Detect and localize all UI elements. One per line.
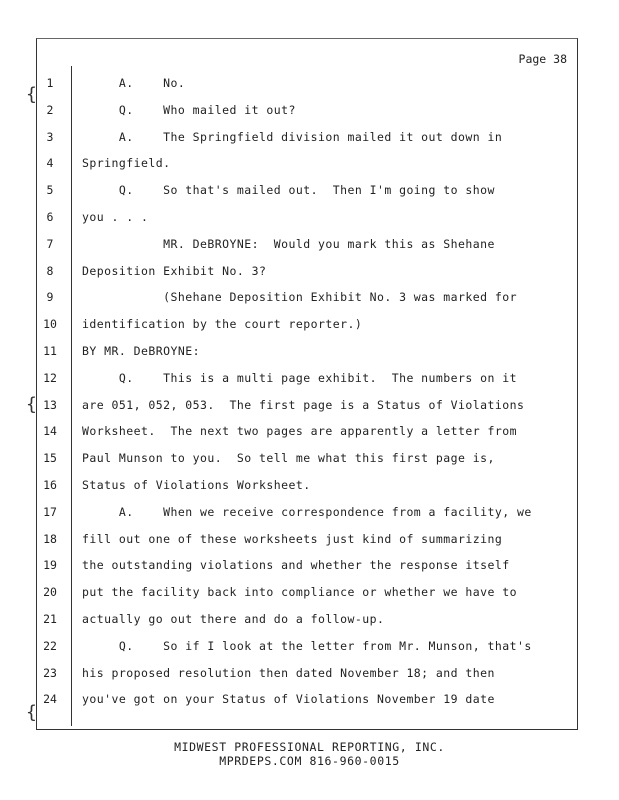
line-number: 5 [46,183,54,198]
transcript-line: Q. Who mailed it out? [82,102,296,117]
line-number: 15 [43,451,57,466]
binding-mark-bottom: { [26,702,37,723]
transcript-line: are 051, 052, 053. The first page is a Status of Violations [82,397,525,412]
transcript-line: Q. This is a multi page exhibit. The numbers on it [82,370,518,385]
line-number: 1 [46,76,54,90]
transcript-line: identification by the court reporter.) [82,317,363,332]
line-number: 11 [43,344,57,358]
line-number: 24 [43,692,57,707]
transcript-line: MR. DeBROYNE: Would you mark this as Shehane [82,236,495,251]
transcript-line: (Shehane Deposition Exhibit No. 3 was marked for [82,290,518,305]
line-number: 12 [43,370,57,385]
binding-mark-top: { [26,84,37,105]
transcript-line: actually go out there and do a follow-up. [82,612,385,626]
transcript-line: you . . . [82,210,149,224]
line-number: 16 [43,478,57,492]
transcript-line: Paul Munson to you. So tell me what this first page is, [82,451,495,466]
line-number: 22 [43,638,57,653]
transcript-line: BY MR. DeBROYNE: [82,344,200,358]
line-number: 23 [43,665,57,680]
line-number: 7 [46,236,54,251]
transcript-line: Q. So if I look at the letter from Mr. Munson, that's [82,638,532,653]
transcript-line: the outstanding violations and whether the response itself [82,558,510,573]
page-number: Page 38 [518,52,567,66]
line-number: 2 [46,102,54,117]
line-number: 9 [46,290,54,305]
transcript-line: A. When we receive correspondence from a facility, we [82,504,532,519]
line-number: 8 [46,263,54,278]
transcript-line: his proposed resolution then dated November 18; and then [82,665,495,680]
transcript-line: you've got on your Status of Violations November 19 date [82,692,495,707]
transcript-line: Worksheet. The next two pages are apparently a letter from [82,424,518,439]
transcript-line: Status of Violations Worksheet. [82,478,311,492]
line-number: 19 [43,558,57,573]
footer-company: MIDWEST PROFESSIONAL REPORTING, INC. [174,740,445,754]
line-number: 13 [43,397,57,412]
line-number: 3 [46,129,54,144]
line-number: 4 [46,156,54,171]
binding-mark-middle: { [26,394,37,415]
transcript-line: put the facility back into compliance or whether we have to [82,585,518,600]
line-number: 21 [43,612,57,626]
line-number: 18 [43,531,57,546]
line-number: 17 [43,504,57,519]
transcript-line: A. No. [82,76,186,90]
line-number-margin-rule [71,66,72,726]
footer-contact: MPRDEPS.COM 816-960-0015 [219,754,400,768]
transcript-line: A. The Springfield division mailed it out down in [82,129,503,144]
transcript-line: Springfield. [82,156,171,171]
transcript-line: Deposition Exhibit No. 3? [82,263,267,278]
line-number: 20 [43,585,57,600]
line-number: 6 [46,210,54,224]
line-number: 14 [43,424,57,439]
transcript-line: fill out one of these worksheets just kind of summarizing [82,531,503,546]
line-number: 10 [43,317,57,332]
transcript-line: Q. So that's mailed out. Then I'm going to show [82,183,495,198]
